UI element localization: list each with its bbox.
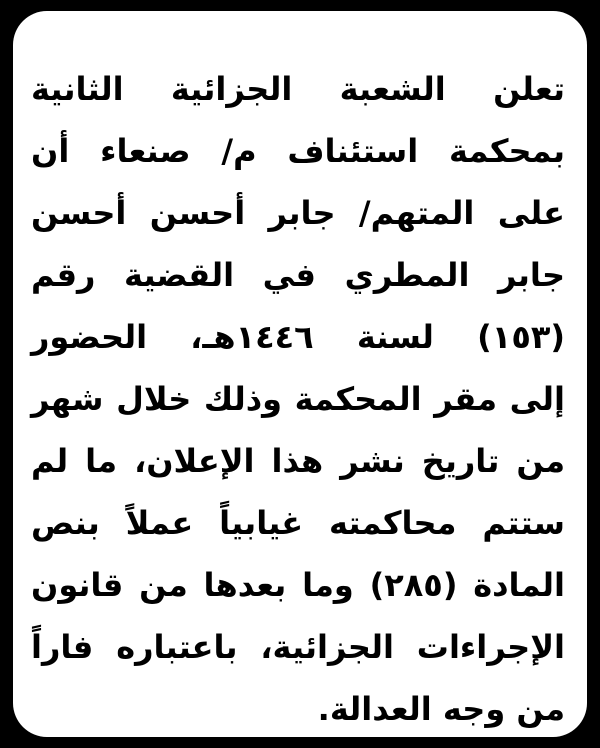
notice-card (13, 11, 587, 737)
notice-line-11: من وجه العدالة. (317, 690, 565, 728)
notice-line-5: (١٥٣) لسنة ١٤٤٦هـ، الحضور (31, 318, 566, 356)
notice-line-4: جابر المطري في القضية رقم (31, 256, 565, 294)
notice-line-1: تعلن الشعبة الجزائية الثانية (31, 70, 565, 108)
notice-line-3: على المتهم/ جابر أحسن أحسن (31, 194, 565, 232)
notice-text (31, 58, 565, 737)
notice-line-8: ستتم محاكمته غيابياً عملاً بنص (31, 504, 565, 542)
notice-line-10: الإجراءات الجزائية، باعتباره فاراً (31, 628, 565, 666)
notice-line-2: بمحكمة استئناف م/ صنعاء أن (31, 132, 565, 170)
notice-line-6: إلى مقر المحكمة وذلك خلال شهر (31, 380, 565, 418)
notice-line-9: المادة (٢٨٥) وما بعدها من قانون (31, 566, 566, 604)
notice-line-7: من تاريخ نشر هذا الإعلان، ما لم (31, 442, 565, 480)
